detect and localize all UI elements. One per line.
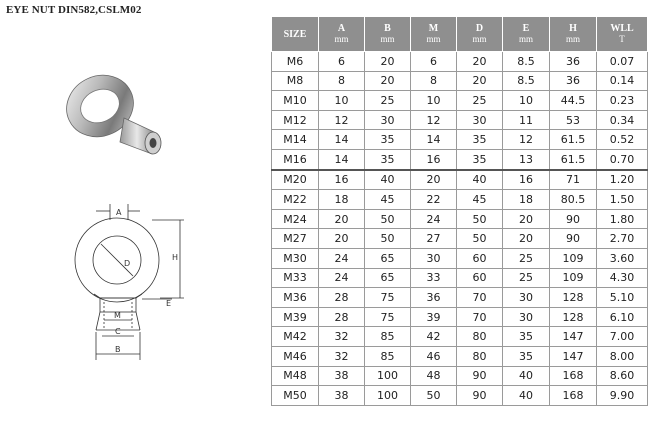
table-cell: 4.30 bbox=[597, 268, 648, 288]
table-cell: M33 bbox=[272, 268, 319, 288]
table-cell: 61.5 bbox=[550, 149, 597, 169]
table-cell: 25 bbox=[503, 268, 550, 288]
table-cell: 8.5 bbox=[503, 71, 550, 91]
table-cell: 28 bbox=[319, 307, 365, 327]
table-cell: 128 bbox=[550, 307, 597, 327]
table-cell: M50 bbox=[272, 386, 319, 406]
table-cell: 38 bbox=[319, 366, 365, 386]
label-c: C bbox=[115, 327, 121, 336]
table-cell: 16 bbox=[319, 170, 365, 190]
table-cell: 20 bbox=[503, 209, 550, 229]
table-cell: M36 bbox=[272, 288, 319, 308]
table-cell: 3.60 bbox=[597, 248, 648, 268]
column-header-unit: mm bbox=[565, 34, 580, 44]
label-d: D bbox=[124, 259, 131, 268]
table-cell: 18 bbox=[319, 190, 365, 210]
table-cell: 46 bbox=[411, 346, 457, 366]
table-row bbox=[272, 170, 648, 190]
table-cell: 27 bbox=[411, 229, 457, 249]
table-cell: 0.70 bbox=[597, 149, 648, 169]
table-cell: 36 bbox=[411, 288, 457, 308]
table-cell: 30 bbox=[365, 110, 411, 130]
column-header-label: A bbox=[337, 23, 346, 34]
table-cell: 70 bbox=[457, 288, 503, 308]
table-cell: 100 bbox=[365, 386, 411, 406]
column-header-label: E bbox=[522, 23, 530, 34]
label-h: H bbox=[172, 253, 179, 262]
table-cell: 42 bbox=[411, 327, 457, 347]
table-row bbox=[272, 229, 648, 249]
column-header bbox=[411, 17, 457, 52]
table-cell: 75 bbox=[365, 307, 411, 327]
table-cell: 9.90 bbox=[597, 386, 648, 406]
table-cell: 50 bbox=[365, 229, 411, 249]
table-cell: 50 bbox=[411, 386, 457, 406]
column-header-unit: mm bbox=[334, 34, 349, 44]
table-cell: 0.52 bbox=[597, 130, 648, 150]
table-cell: 45 bbox=[365, 190, 411, 210]
table-cell: 109 bbox=[550, 248, 597, 268]
table-cell: 22 bbox=[411, 190, 457, 210]
table-body bbox=[272, 52, 648, 406]
column-header bbox=[503, 17, 550, 52]
label-b: B bbox=[115, 345, 121, 354]
table-cell: 168 bbox=[550, 366, 597, 386]
table-cell: M27 bbox=[272, 229, 319, 249]
table-cell: 147 bbox=[550, 327, 597, 347]
table-cell: M39 bbox=[272, 307, 319, 327]
table-row bbox=[272, 288, 648, 308]
table-cell: 12 bbox=[319, 110, 365, 130]
table-cell: 35 bbox=[457, 149, 503, 169]
table-row bbox=[272, 366, 648, 386]
table-cell: 36 bbox=[550, 71, 597, 91]
column-header-label: D bbox=[475, 23, 484, 34]
column-header-unit: mm bbox=[518, 34, 533, 44]
table-cell: 60 bbox=[457, 268, 503, 288]
table-cell: 5.10 bbox=[597, 288, 648, 308]
table-row bbox=[272, 346, 648, 366]
table-row bbox=[272, 71, 648, 91]
table-cell: M20 bbox=[272, 170, 319, 190]
table-row bbox=[272, 149, 648, 169]
table-cell: 71 bbox=[550, 170, 597, 190]
table-cell: M10 bbox=[272, 91, 319, 111]
table-cell: M6 bbox=[272, 52, 319, 72]
table-cell: M16 bbox=[272, 149, 319, 169]
table-cell: 6 bbox=[411, 52, 457, 72]
table-cell: M22 bbox=[272, 190, 319, 210]
table-cell: 14 bbox=[319, 130, 365, 150]
table-cell: 50 bbox=[365, 209, 411, 229]
table-cell: 6 bbox=[319, 52, 365, 72]
table-cell: 0.14 bbox=[597, 71, 648, 91]
table-cell: 13 bbox=[503, 149, 550, 169]
table-cell: 20 bbox=[503, 229, 550, 249]
table-row bbox=[272, 307, 648, 327]
column-header-unit: mm bbox=[472, 34, 487, 44]
table-cell: 35 bbox=[365, 130, 411, 150]
table-cell: M12 bbox=[272, 110, 319, 130]
table-cell: 8.00 bbox=[597, 346, 648, 366]
table-cell: 8.60 bbox=[597, 366, 648, 386]
table-cell: 80 bbox=[457, 327, 503, 347]
eye-nut-dimension-drawing bbox=[60, 198, 190, 368]
table-cell: 40 bbox=[503, 386, 550, 406]
table-cell: 16 bbox=[411, 149, 457, 169]
table-cell: 128 bbox=[550, 288, 597, 308]
table-cell: 0.07 bbox=[597, 52, 648, 72]
table-cell: 40 bbox=[365, 170, 411, 190]
table-cell: M14 bbox=[272, 130, 319, 150]
table-cell: 80.5 bbox=[550, 190, 597, 210]
table-row bbox=[272, 327, 648, 347]
table-cell: 40 bbox=[503, 366, 550, 386]
table-cell: 75 bbox=[365, 288, 411, 308]
table-row bbox=[272, 268, 648, 288]
table-cell: 53 bbox=[550, 110, 597, 130]
table-cell: 20 bbox=[319, 209, 365, 229]
table-cell: 2.70 bbox=[597, 229, 648, 249]
table-cell: M42 bbox=[272, 327, 319, 347]
table-cell: M24 bbox=[272, 209, 319, 229]
table-cell: 100 bbox=[365, 366, 411, 386]
table-cell: 28 bbox=[319, 288, 365, 308]
table-cell: 0.23 bbox=[597, 91, 648, 111]
table-cell: 20 bbox=[365, 52, 411, 72]
table-cell: 65 bbox=[365, 268, 411, 288]
table-cell: 109 bbox=[550, 268, 597, 288]
table-cell: 11 bbox=[503, 110, 550, 130]
table-cell: 35 bbox=[457, 130, 503, 150]
table-cell: 147 bbox=[550, 346, 597, 366]
table-cell: 32 bbox=[319, 327, 365, 347]
table-cell: 18 bbox=[503, 190, 550, 210]
table-cell: 35 bbox=[503, 346, 550, 366]
table-cell: 0.34 bbox=[597, 110, 648, 130]
table-cell: 8 bbox=[411, 71, 457, 91]
label-a: A bbox=[116, 208, 122, 217]
table-row bbox=[272, 52, 648, 72]
table-cell: 45 bbox=[457, 190, 503, 210]
table-cell: 44.5 bbox=[550, 91, 597, 111]
table-cell: 25 bbox=[503, 248, 550, 268]
table-cell: 90 bbox=[550, 229, 597, 249]
table-row bbox=[272, 130, 648, 150]
table-cell: 20 bbox=[457, 71, 503, 91]
table-cell: 35 bbox=[365, 149, 411, 169]
table-cell: 90 bbox=[457, 366, 503, 386]
table-cell: 48 bbox=[411, 366, 457, 386]
table-row bbox=[272, 91, 648, 111]
table-cell: M30 bbox=[272, 248, 319, 268]
table-cell: 1.20 bbox=[597, 170, 648, 190]
column-header-label: M bbox=[428, 23, 439, 34]
table-cell: 35 bbox=[503, 327, 550, 347]
table-cell: 85 bbox=[365, 346, 411, 366]
table-cell: 12 bbox=[411, 110, 457, 130]
table-cell: 70 bbox=[457, 307, 503, 327]
table-cell: 40 bbox=[457, 170, 503, 190]
table-cell: 8.5 bbox=[503, 52, 550, 72]
table-cell: 65 bbox=[365, 248, 411, 268]
table-cell: M46 bbox=[272, 346, 319, 366]
column-header-label: H bbox=[569, 23, 577, 34]
table-cell: 168 bbox=[550, 386, 597, 406]
column-header bbox=[365, 17, 411, 52]
column-header-unit: mm bbox=[380, 34, 395, 44]
table-row bbox=[272, 190, 648, 210]
table-header-row bbox=[272, 17, 648, 52]
label-m: M bbox=[114, 311, 121, 320]
table-cell: 1.80 bbox=[597, 209, 648, 229]
column-header-unit: mm bbox=[426, 34, 441, 44]
table-cell: 7.00 bbox=[597, 327, 648, 347]
table-row bbox=[272, 209, 648, 229]
table-cell: 30 bbox=[503, 307, 550, 327]
table-cell: 10 bbox=[319, 91, 365, 111]
table-cell: 38 bbox=[319, 386, 365, 406]
table-cell: 90 bbox=[457, 386, 503, 406]
table-cell: 50 bbox=[457, 209, 503, 229]
table-cell: 10 bbox=[411, 91, 457, 111]
table-cell: M8 bbox=[272, 71, 319, 91]
table-cell: 25 bbox=[365, 91, 411, 111]
column-header bbox=[457, 17, 503, 52]
column-header-label: B bbox=[384, 23, 391, 34]
table-cell: M48 bbox=[272, 366, 319, 386]
table-cell: 16 bbox=[503, 170, 550, 190]
table-cell: 32 bbox=[319, 346, 365, 366]
table-cell: 24 bbox=[411, 209, 457, 229]
table-cell: 24 bbox=[319, 268, 365, 288]
page-title: EYE NUT DIN582,CSLM02 bbox=[6, 4, 142, 16]
table-cell: 36 bbox=[550, 52, 597, 72]
table-cell: 20 bbox=[457, 52, 503, 72]
table-cell: 33 bbox=[411, 268, 457, 288]
table-cell: 30 bbox=[457, 110, 503, 130]
table-cell: 30 bbox=[503, 288, 550, 308]
table-cell: 8 bbox=[319, 71, 365, 91]
table-cell: 20 bbox=[365, 71, 411, 91]
table-row bbox=[272, 110, 648, 130]
column-header bbox=[319, 17, 365, 52]
table-cell: 24 bbox=[319, 248, 365, 268]
table-cell: 1.50 bbox=[597, 190, 648, 210]
label-e: E bbox=[166, 299, 172, 308]
table-cell: 20 bbox=[319, 229, 365, 249]
column-header-unit: T bbox=[619, 34, 625, 44]
column-header bbox=[272, 17, 319, 52]
column-header-label: WLL bbox=[610, 23, 634, 34]
table-cell: 50 bbox=[457, 229, 503, 249]
specification-table bbox=[271, 16, 648, 406]
table-cell: 25 bbox=[457, 91, 503, 111]
table-cell: 6.10 bbox=[597, 307, 648, 327]
table-cell: 90 bbox=[550, 209, 597, 229]
table-cell: 39 bbox=[411, 307, 457, 327]
table-cell: 14 bbox=[319, 149, 365, 169]
table-row bbox=[272, 248, 648, 268]
column-header bbox=[597, 17, 648, 52]
table-cell: 85 bbox=[365, 327, 411, 347]
table-row bbox=[272, 386, 648, 406]
table-cell: 80 bbox=[457, 346, 503, 366]
table-cell: 12 bbox=[503, 130, 550, 150]
table-cell: 20 bbox=[411, 170, 457, 190]
table-cell: 14 bbox=[411, 130, 457, 150]
column-header bbox=[550, 17, 597, 52]
table-cell: 60 bbox=[457, 248, 503, 268]
table-cell: 30 bbox=[411, 248, 457, 268]
eye-nut-photo bbox=[58, 70, 176, 160]
table-cell: 10 bbox=[503, 91, 550, 111]
column-header-label: SIZE bbox=[283, 28, 307, 40]
table-cell: 61.5 bbox=[550, 130, 597, 150]
